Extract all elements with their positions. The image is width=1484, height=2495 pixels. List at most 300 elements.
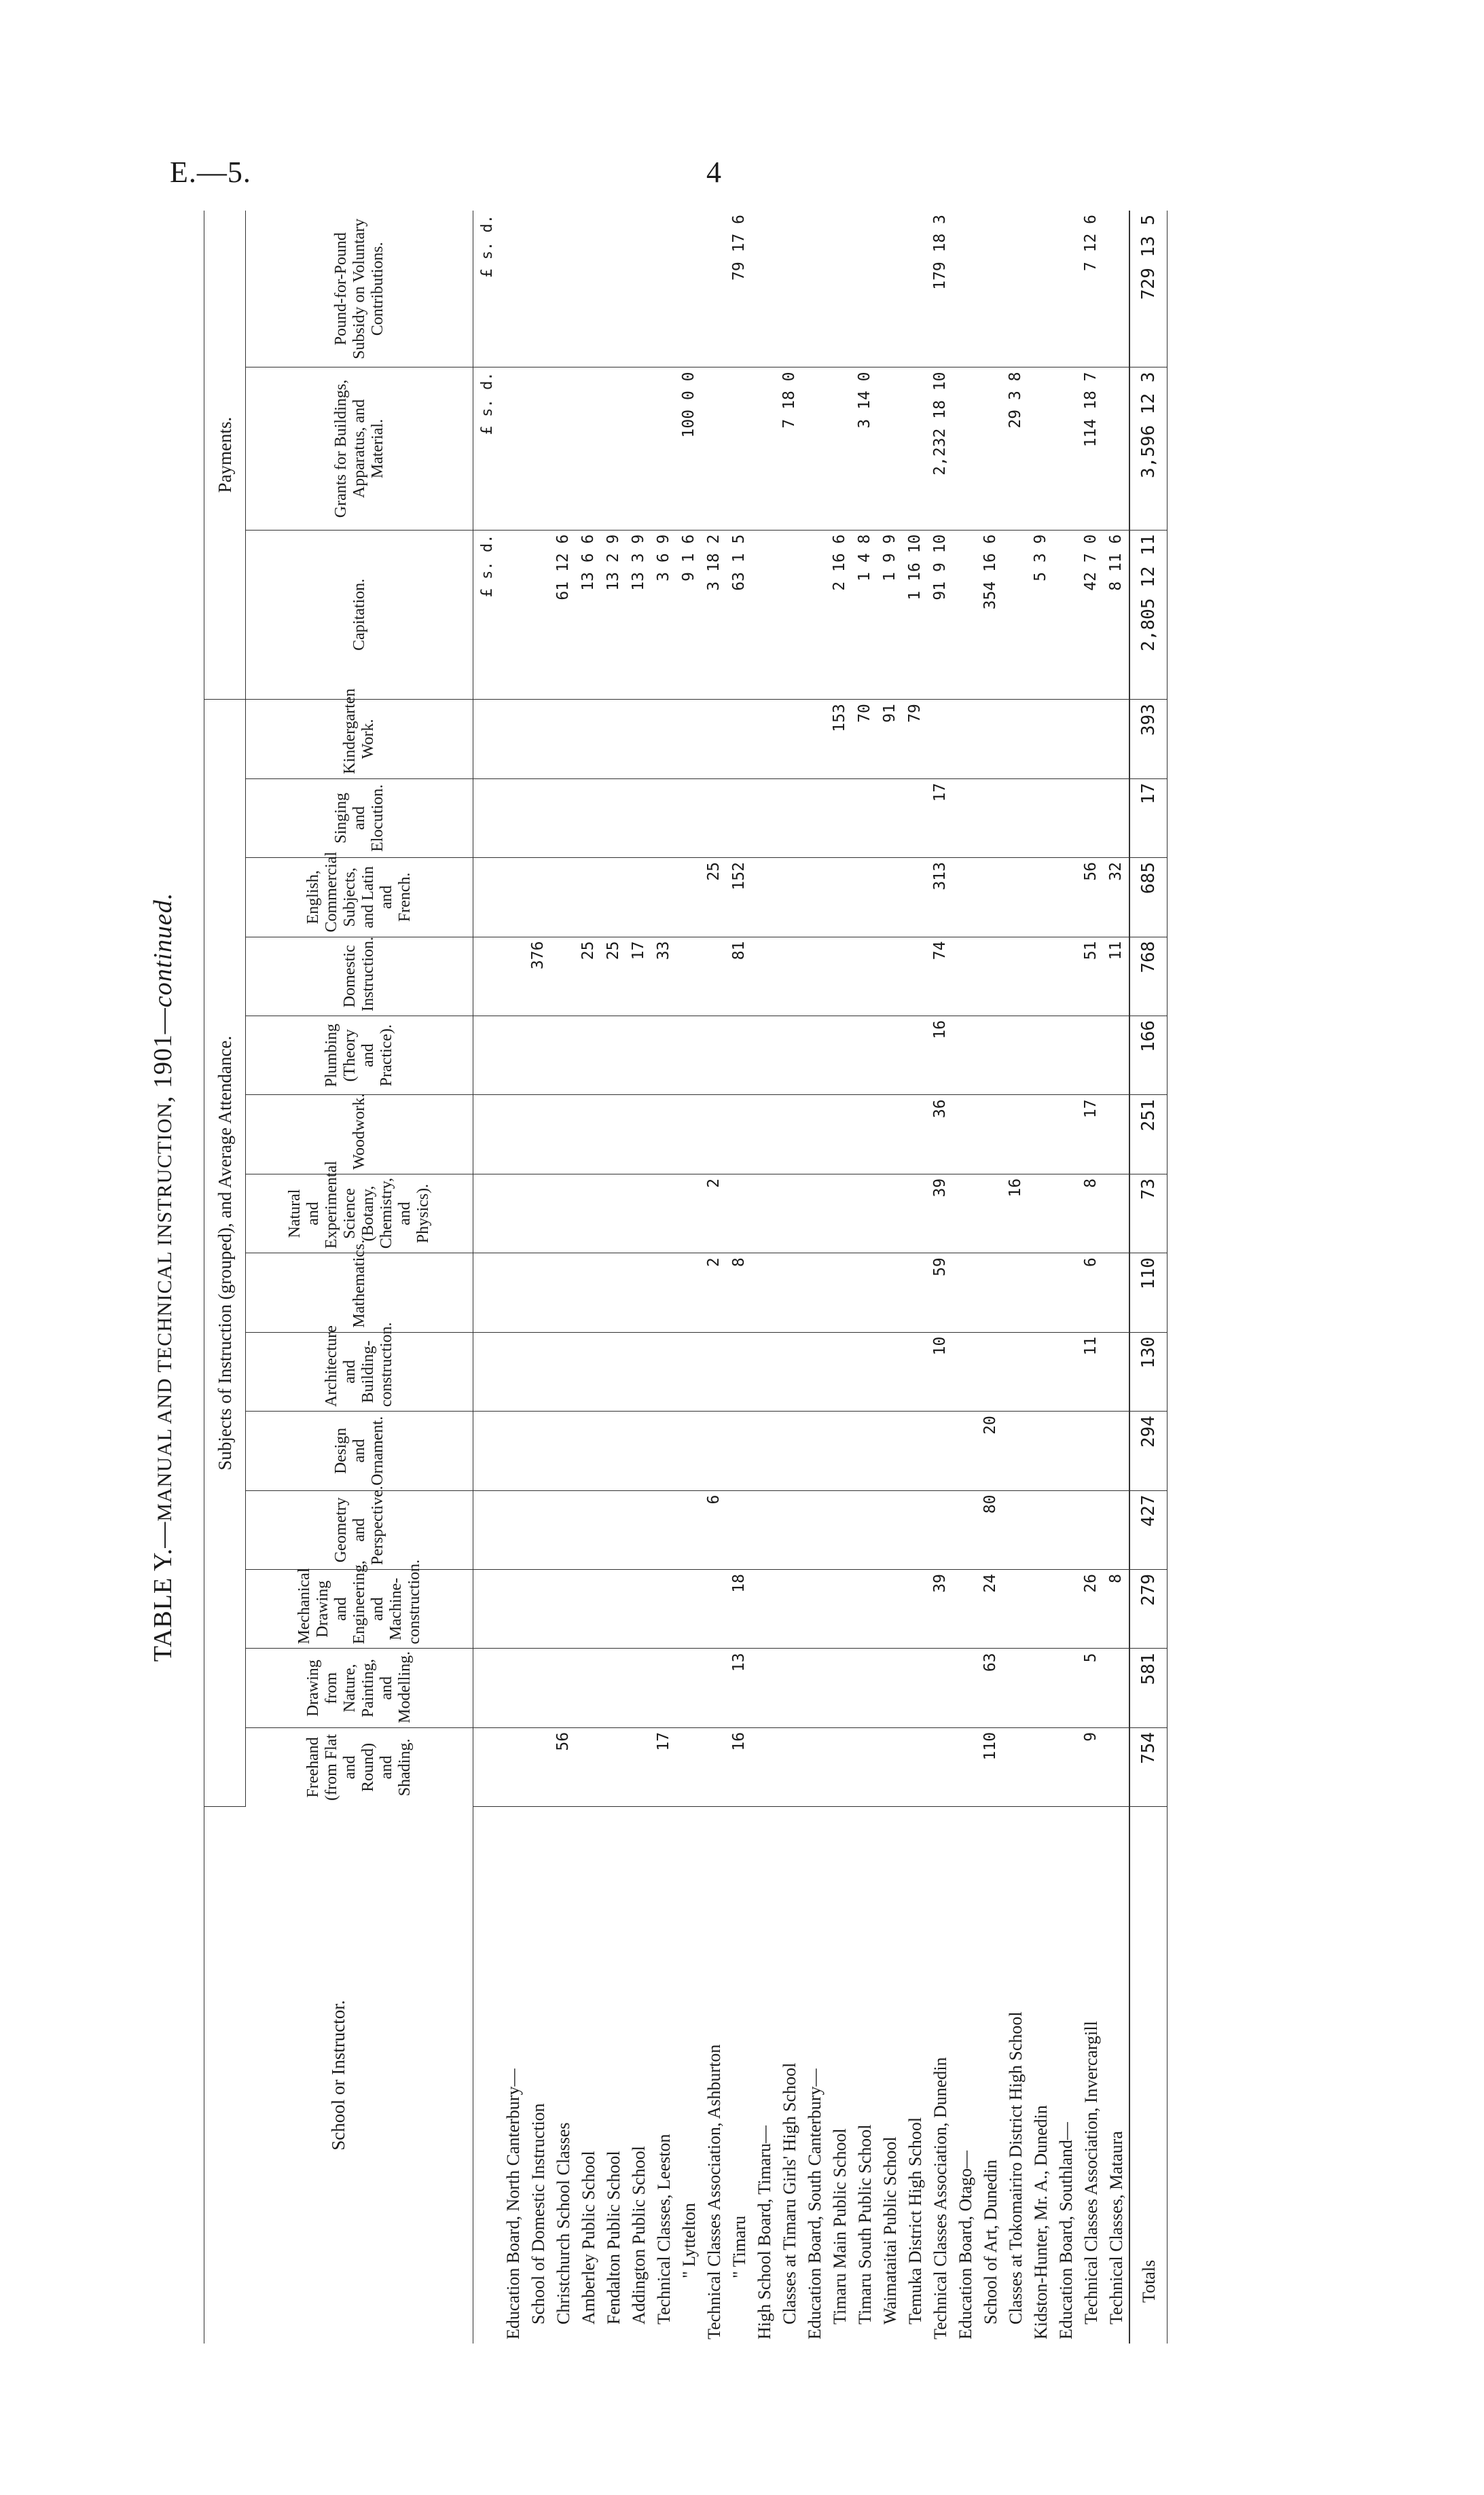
units-blank-cell: [473, 1490, 501, 1569]
subject-column-header: Freehand (from Flat and Round) and Shading.: [246, 1727, 473, 1806]
payment-column-header: Capitation.: [246, 530, 473, 700]
attendance-cell: [626, 1253, 651, 1332]
subject-column-header: English, Commercial Subjects, and Latin and French.: [246, 858, 473, 937]
school-name-cell: [702, 1807, 727, 2344]
attendance-cell: [928, 1490, 953, 1569]
grant-cell: [576, 367, 601, 530]
attendance-cell: [676, 1649, 702, 1727]
attendance-cell: [777, 1095, 802, 1174]
attendance-cell: 33: [651, 937, 676, 1016]
total-cell: 768: [1129, 937, 1168, 1016]
total-cell: 279: [1129, 1570, 1168, 1649]
attendance-cell: [827, 937, 852, 1016]
attendance-cell: [702, 700, 727, 779]
attendance-cell: [576, 1174, 601, 1253]
attendance-cell: [626, 1174, 651, 1253]
attendance-cell: [1053, 937, 1079, 1016]
table-row: [953, 211, 978, 2344]
attendance-cell: [727, 1332, 752, 1411]
subject-column-header: Plumbing (Theory and Practice).: [246, 1016, 473, 1094]
document-reference: E.—5.: [170, 156, 251, 189]
attendance-cell: [576, 1253, 601, 1332]
attendance-cell: [978, 1174, 1003, 1253]
attendance-cell: [978, 778, 1003, 857]
attendance-cell: [1053, 1174, 1079, 1253]
attendance-cell: 63: [978, 1649, 1003, 1727]
attendance-cell: [1079, 778, 1104, 857]
attendance-cell: [576, 1016, 601, 1094]
table-row: [777, 211, 802, 2344]
attendance-cell: [601, 1412, 626, 1490]
attendance-cell: [1104, 1649, 1129, 1727]
attendance-cell: [601, 1490, 626, 1569]
attendance-cell: [727, 1095, 752, 1174]
school-name-cell: [978, 1807, 1003, 2344]
total-cell: 393: [1129, 700, 1168, 779]
attendance-cell: 11: [1079, 1332, 1104, 1411]
school-name-cell: [1028, 1807, 1053, 2344]
subsidy-cell: [576, 211, 601, 367]
school-name: Kidston-Hunter, Mr. A., Dunedin: [1031, 2105, 1051, 2339]
attendance-cell: 8: [727, 1253, 752, 1332]
attendance-cell: [1104, 778, 1129, 857]
units-blank-cell: [473, 1174, 501, 1253]
attendance-cell: [752, 1016, 777, 1094]
grant-cell: [626, 367, 651, 530]
attendance-cell: [651, 1570, 676, 1649]
total-cell: 685: [1129, 858, 1168, 937]
attendance-cell: [676, 1253, 702, 1332]
grant-cell: [601, 367, 626, 530]
attendance-cell: [601, 1174, 626, 1253]
total-grant-cell: 3,596 12 3: [1129, 367, 1168, 530]
table-title: [143, 211, 183, 2344]
table-row: [978, 211, 1003, 2344]
capitation-cell: 2 16 6: [827, 530, 852, 700]
attendance-cell: [1079, 700, 1104, 779]
attendance-cell: [676, 858, 702, 937]
attendance-cell: [877, 937, 903, 1016]
grant-cell: [702, 367, 727, 530]
units-blank-cell: [473, 1332, 501, 1411]
attendance-cell: [953, 1727, 978, 1806]
attendance-cell: [903, 1649, 928, 1727]
attendance-cell: [777, 1490, 802, 1569]
total-capitation-cell: 2,805 12 11: [1129, 530, 1168, 700]
totals-row: [1129, 211, 1168, 2344]
attendance-cell: [1028, 1412, 1053, 1490]
school-name: Temuka District High School: [905, 2117, 925, 2325]
attendance-cell: [903, 937, 928, 1016]
attendance-cell: [526, 1253, 551, 1332]
attendance-cell: [551, 1412, 576, 1490]
attendance-cell: [903, 1412, 928, 1490]
attendance-cell: [752, 1490, 777, 1569]
attendance-cell: [827, 1649, 852, 1727]
table-row: [752, 211, 777, 2344]
attendance-cell: [601, 1570, 626, 1649]
total-cell: 17: [1129, 778, 1168, 857]
attendance-cell: [802, 1570, 827, 1649]
attendance-cell: [1028, 700, 1053, 779]
attendance-cell: 25: [576, 937, 601, 1016]
attendance-cell: [551, 1649, 576, 1727]
attendance-cell: [1003, 1095, 1028, 1174]
attendance-cell: [727, 1490, 752, 1569]
table-row: [1003, 211, 1028, 2344]
grant-cell: [827, 367, 852, 530]
attendance-cell: 59: [928, 1253, 953, 1332]
attendance-cell: [1028, 1016, 1053, 1094]
attendance-cell: [576, 1332, 601, 1411]
attendance-cell: [676, 778, 702, 857]
school-name-cell: [1053, 1807, 1079, 2344]
header-group-row: [204, 211, 246, 2344]
table-row: [1079, 211, 1104, 2344]
capitation-cell: 13 2 9: [601, 530, 626, 700]
attendance-cell: [526, 1174, 551, 1253]
attendance-cell: [501, 1332, 526, 1411]
attendance-cell: 39: [928, 1570, 953, 1649]
capitation-cell: 9 1 6: [676, 530, 702, 700]
money-units-label: £ s. d.: [473, 367, 501, 530]
units-blank-cell: [473, 937, 501, 1016]
attendance-cell: [526, 778, 551, 857]
attendance-cell: [626, 1332, 651, 1411]
attendance-cell: [752, 1412, 777, 1490]
attendance-cell: [903, 1253, 928, 1332]
attendance-cell: [1003, 937, 1028, 1016]
attendance-cell: [752, 937, 777, 1016]
attendance-cell: [1028, 937, 1053, 1016]
attendance-cell: 110: [978, 1727, 1003, 1806]
attendance-cell: [551, 1332, 576, 1411]
totals-label: Totals: [1129, 1807, 1168, 2344]
table-row: [651, 211, 676, 2344]
attendance-cell: [953, 1253, 978, 1332]
attendance-cell: [501, 937, 526, 1016]
school-name-cell: [802, 1807, 827, 2344]
units-blank-cell: [473, 778, 501, 857]
school-name: Education Board, South Canterbury—: [805, 2068, 825, 2339]
attendance-cell: [702, 1649, 727, 1727]
attendance-cell: [827, 1412, 852, 1490]
attendance-cell: [1028, 1095, 1053, 1174]
table-title-prefix: TABLE Y.—: [149, 1521, 177, 1662]
attendance-cell: [702, 1332, 727, 1411]
attendance-cell: [827, 1570, 852, 1649]
attendance-cell: [752, 858, 777, 937]
attendance-cell: 376: [526, 937, 551, 1016]
capitation-cell: [953, 530, 978, 700]
attendance-cell: [827, 1490, 852, 1569]
attendance-cell: 32: [1104, 858, 1129, 937]
attendance-cell: [852, 937, 877, 1016]
subsidy-cell: [1104, 211, 1129, 367]
attendance-cell: [501, 1727, 526, 1806]
school-name: Technical Classes Association, Ashburton: [704, 2044, 724, 2339]
school-name-cell: [827, 1807, 852, 2344]
subject-column-header: Design and Ornament.: [246, 1412, 473, 1490]
attendance-cell: [526, 858, 551, 937]
attendance-cell: [576, 1490, 601, 1569]
attendance-cell: [576, 1649, 601, 1727]
attendance-cell: 152: [727, 858, 752, 937]
capitation-cell: 1 4 8: [852, 530, 877, 700]
school-name: " Timaru: [729, 2215, 749, 2278]
attendance-cell: [802, 1253, 827, 1332]
attendance-cell: [928, 1412, 953, 1490]
attendance-cell: [1104, 700, 1129, 779]
attendance-cell: [676, 1332, 702, 1411]
total-cell: 754: [1129, 1727, 1168, 1806]
attendance-cell: [752, 778, 777, 857]
grant-cell: [1104, 367, 1129, 530]
attendance-cell: [903, 1490, 928, 1569]
units-blank-cell: [473, 858, 501, 937]
subsidy-cell: [877, 211, 903, 367]
school-column-header: School or Instructor.: [204, 1807, 473, 2344]
attendance-cell: [827, 1253, 852, 1332]
attendance-cell: [676, 1727, 702, 1806]
school-name-cell: [752, 1807, 777, 2344]
attendance-cell: 25: [601, 937, 626, 1016]
attendance-cell: [676, 1016, 702, 1094]
school-name: " Lyttelton: [679, 2203, 699, 2278]
capitation-cell: [752, 530, 777, 700]
attendance-cell: [501, 1016, 526, 1094]
school-name: Technical Classes, Mataura: [1106, 2131, 1126, 2325]
attendance-cell: [1003, 1649, 1028, 1727]
attendance-cell: [551, 778, 576, 857]
school-name-cell: [651, 1807, 676, 2344]
attendance-cell: [501, 1253, 526, 1332]
capitation-cell: 61 12 6: [551, 530, 576, 700]
subsidy-cell: [1053, 211, 1079, 367]
attendance-cell: [1053, 1095, 1079, 1174]
attendance-cell: [576, 700, 601, 779]
attendance-cell: [1079, 1490, 1104, 1569]
attendance-cell: [1028, 1332, 1053, 1411]
grant-cell: [651, 367, 676, 530]
attendance-cell: [852, 1649, 877, 1727]
attendance-cell: [777, 937, 802, 1016]
attendance-cell: 17: [651, 1727, 676, 1806]
attendance-cell: [676, 1095, 702, 1174]
capitation-cell: 63 1 5: [727, 530, 752, 700]
attendance-cell: [802, 1727, 827, 1806]
attendance-cell: [727, 700, 752, 779]
attendance-cell: [501, 858, 526, 937]
attendance-cell: [576, 1412, 601, 1490]
capitation-cell: 8 11 6: [1104, 530, 1129, 700]
attendance-cell: [551, 858, 576, 937]
attendance-cell: [852, 858, 877, 937]
table-row: [626, 211, 651, 2344]
table-body: [473, 211, 1168, 2344]
attendance-cell: [953, 1174, 978, 1253]
subject-column-header: Architecture and Building-construction.: [246, 1332, 473, 1411]
attendance-cell: [626, 1649, 651, 1727]
attendance-cell: [903, 1016, 928, 1094]
attendance-cell: [928, 1649, 953, 1727]
attendance-cell: [802, 937, 827, 1016]
attendance-cell: 17: [626, 937, 651, 1016]
attendance-cell: 79: [903, 700, 928, 779]
units-blank-cell: [473, 1412, 501, 1490]
subject-column-header: Mechanical Drawing and Engineering, and Machine-construction.: [246, 1570, 473, 1649]
attendance-cell: [777, 1570, 802, 1649]
subsidy-cell: [827, 211, 852, 367]
attendance-cell: [827, 858, 852, 937]
table-row: [576, 211, 601, 2344]
school-name: Education Board, North Canterbury—: [503, 2068, 523, 2339]
subsidy-cell: [903, 211, 928, 367]
attendance-cell: [953, 1412, 978, 1490]
attendance-cell: 39: [928, 1174, 953, 1253]
school-name-cell: [1003, 1807, 1028, 2344]
subject-column-header: Geometry and Perspective.: [246, 1490, 473, 1569]
attendance-cell: [953, 1095, 978, 1174]
attendance-cell: [1028, 1253, 1053, 1332]
attendance-cell: [601, 1727, 626, 1806]
attendance-cell: [903, 1570, 928, 1649]
attendance-cell: 80: [978, 1490, 1003, 1569]
school-name: Christchurch School Classes: [554, 2122, 573, 2325]
attendance-cell: [978, 1253, 1003, 1332]
attendance-cell: [852, 1016, 877, 1094]
capitation-cell: [802, 530, 827, 700]
subsidy-cell: 7 12 6: [1079, 211, 1104, 367]
attendance-cell: 2: [702, 1174, 727, 1253]
subject-column-header: Kindergarten Work.: [246, 700, 473, 779]
attendance-cell: [1028, 1490, 1053, 1569]
total-cell: 581: [1129, 1649, 1168, 1727]
school-name: Timaru Main Public School: [830, 2128, 850, 2325]
units-blank-cell: [473, 700, 501, 779]
school-name: Technical Classes Association, Invercargill: [1081, 2021, 1101, 2325]
attendance-cell: [752, 1649, 777, 1727]
attendance-cell: 26: [1079, 1570, 1104, 1649]
attendance-cell: [526, 1649, 551, 1727]
attendance-cell: [752, 1332, 777, 1411]
subsidy-cell: [551, 211, 576, 367]
attendance-cell: [501, 1095, 526, 1174]
table-title-year: , 1901—: [149, 1007, 177, 1103]
school-name: Addington Public School: [629, 2146, 649, 2325]
units-blank-cell: [473, 1570, 501, 1649]
attendance-cell: [852, 1490, 877, 1569]
attendance-cell: [953, 700, 978, 779]
attendance-cell: [1079, 1412, 1104, 1490]
attendance-cell: [1028, 1649, 1053, 1727]
school-name-cell: [676, 1807, 702, 2344]
total-subsidy-cell: 729 13 5: [1129, 211, 1168, 367]
attendance-cell: [526, 1332, 551, 1411]
grant-cell: [551, 367, 576, 530]
subsidy-cell: [953, 211, 978, 367]
attendance-cell: [777, 1016, 802, 1094]
subsidy-cell: [651, 211, 676, 367]
attendance-cell: [601, 778, 626, 857]
attendance-cell: [1104, 1174, 1129, 1253]
attendance-cell: [777, 1332, 802, 1411]
attendance-cell: 8: [1079, 1174, 1104, 1253]
capitation-cell: 354 16 6: [978, 530, 1003, 700]
attendance-cell: [676, 700, 702, 779]
attendance-cell: 17: [1079, 1095, 1104, 1174]
subsidy-cell: [501, 211, 526, 367]
attendance-cell: [903, 858, 928, 937]
attendance-cell: [777, 858, 802, 937]
rotated-table-block: [143, 211, 1159, 2344]
attendance-cell: [1003, 1412, 1028, 1490]
attendance-cell: [1053, 778, 1079, 857]
attendance-cell: [601, 1253, 626, 1332]
attendance-cell: [777, 1649, 802, 1727]
attendance-cell: [752, 1253, 777, 1332]
attendance-cell: [852, 1412, 877, 1490]
attendance-cell: 36: [928, 1095, 953, 1174]
attendance-cell: 74: [928, 937, 953, 1016]
attendance-cell: [526, 1727, 551, 1806]
grant-cell: 3 14 0: [852, 367, 877, 530]
school-name-cell: [1079, 1807, 1104, 2344]
subsidy-cell: [752, 211, 777, 367]
attendance-cell: [978, 1332, 1003, 1411]
capitation-cell: 42 7 0: [1079, 530, 1104, 700]
attendance-cell: [626, 1490, 651, 1569]
attendance-cell: 20: [978, 1412, 1003, 1490]
attendance-cell: [651, 1253, 676, 1332]
attendance-cell: [601, 858, 626, 937]
attendance-cell: [953, 858, 978, 937]
attendance-cell: [1104, 1016, 1129, 1094]
attendance-cell: [727, 1412, 752, 1490]
table-row: [802, 211, 827, 2344]
attendance-cell: [877, 778, 903, 857]
attendance-cell: [601, 1095, 626, 1174]
attendance-cell: [526, 1412, 551, 1490]
school-name-cell: [601, 1807, 626, 2344]
school-name: Education Board, Southland—: [1056, 2122, 1076, 2339]
attendance-cell: [651, 1332, 676, 1411]
attendance-cell: [1053, 1570, 1079, 1649]
table-title-main: MANUAL AND TECHNICAL INSTRUCTION: [153, 1102, 176, 1522]
subsidy-cell: [676, 211, 702, 367]
attendance-cell: 11: [1104, 937, 1129, 1016]
subject-column-header: Natural and Experimental Science (Botany, Chemistry, and Physics).: [246, 1174, 473, 1253]
total-cell: 73: [1129, 1174, 1168, 1253]
attendance-cell: [626, 1727, 651, 1806]
attendance-cell: [501, 1649, 526, 1727]
grant-cell: 2,232 18 10: [928, 367, 953, 530]
subjects-group-header: Subjects of Instruction (grouped), and Average Attendance.: [204, 700, 246, 1807]
attendance-cell: [1053, 1016, 1079, 1094]
attendance-cell: 313: [928, 858, 953, 937]
attendance-cell: [626, 700, 651, 779]
capitation-cell: 13 6 6: [576, 530, 601, 700]
school-name-cell: [501, 1807, 526, 2344]
attendance-cell: [576, 778, 601, 857]
school-name-cell: [576, 1807, 601, 2344]
subject-column-header: Domestic Instruction.: [246, 937, 473, 1016]
units-blank-cell: [473, 1095, 501, 1174]
table-row: [676, 211, 702, 2344]
grant-cell: 114 18 7: [1079, 367, 1104, 530]
attendance-cell: [702, 1570, 727, 1649]
attendance-cell: [601, 1649, 626, 1727]
